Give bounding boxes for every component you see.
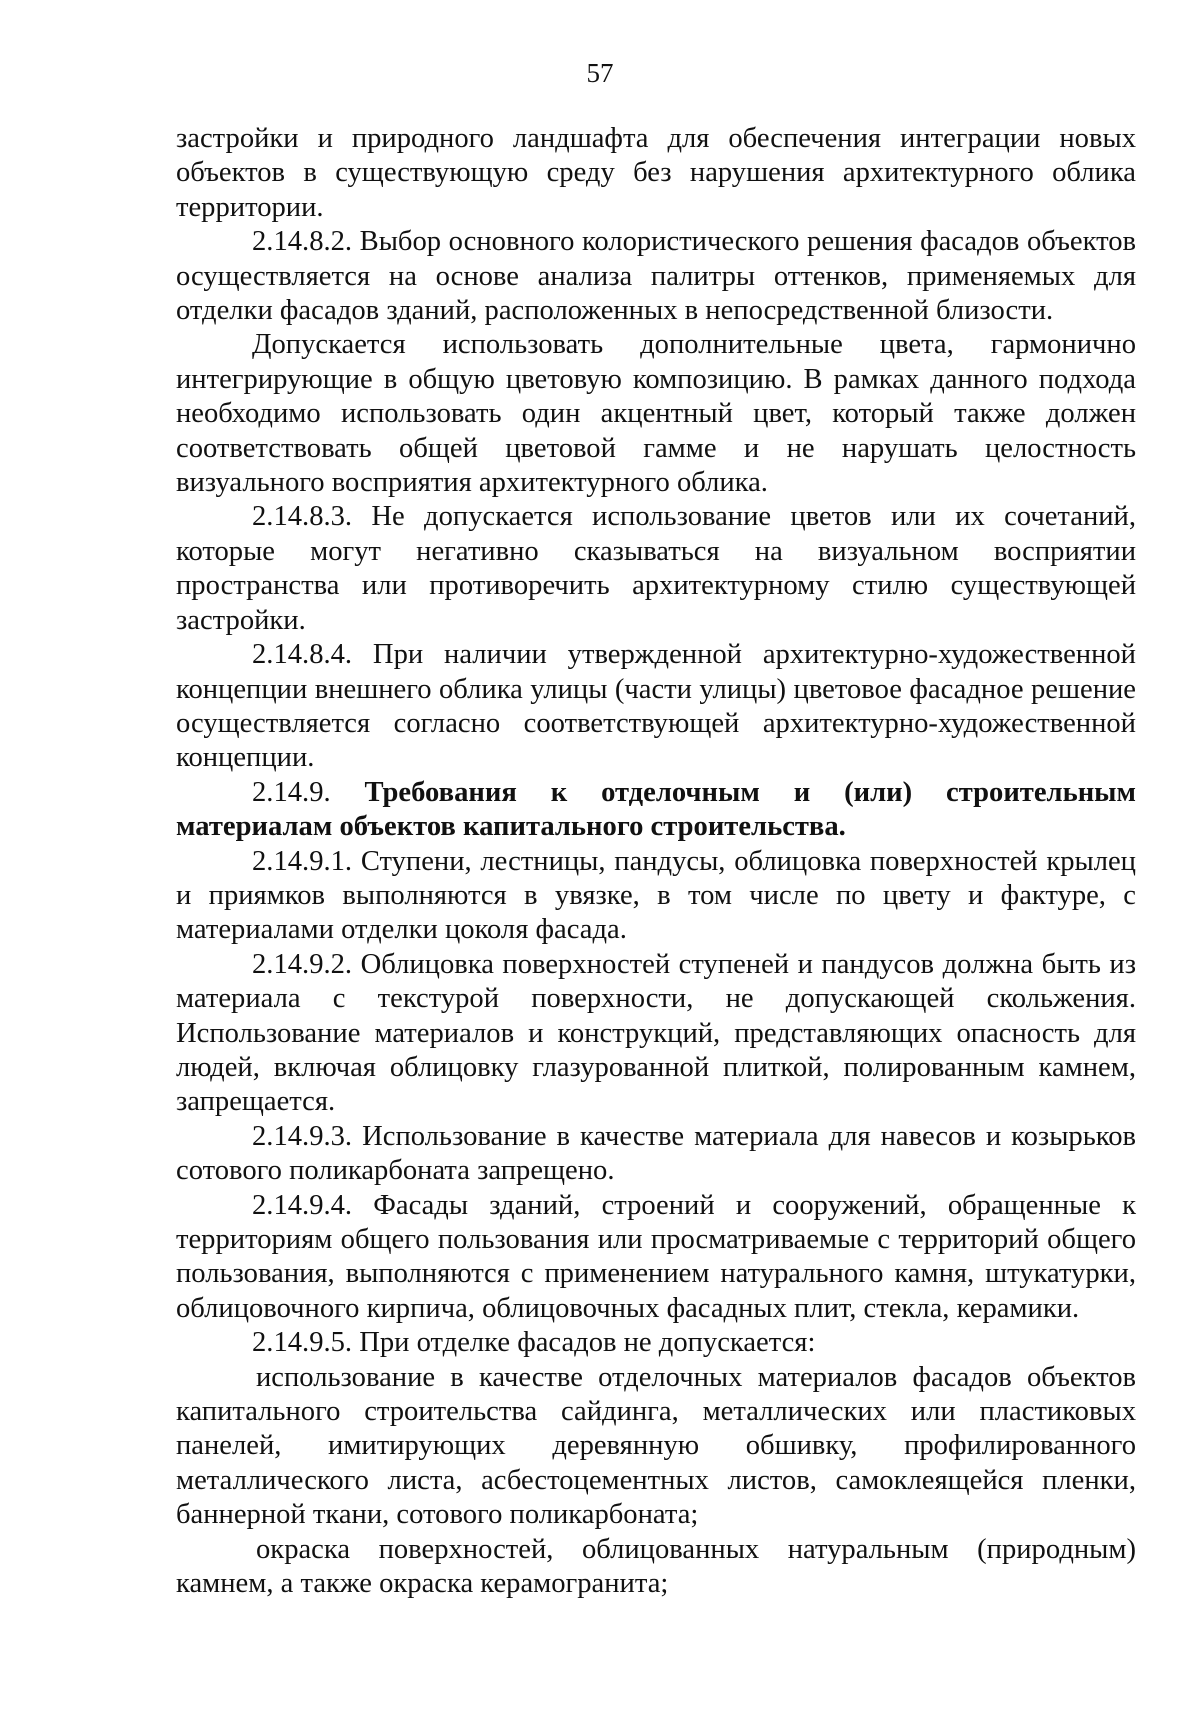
section-number: 2.14.9. xyxy=(252,776,331,808)
paragraph-2-14-9-5: 2.14.9.5. При отделке фасадов не допускается: xyxy=(252,1327,816,1359)
paragraph-2-14-9-4: 2.14.9.4. Фасады зданий, строений и сооружений, обращенные к территориям общего пользования или просматриваемые с территорий общего пользования, выполняются с применением натурального камня, штукатурки, облицовочного кирпича, облицовочных фасадных плит, стекла, керамики. xyxy=(176,1189,1136,1324)
document-body xyxy=(176,122,1136,1601)
paragraph-2-14-9-1: 2.14.9.1. Ступени, лестницы, пандусы, облицовка поверхностей крылец и приямков выполняются в увязке, в том числе по цвету и фактуре, с материалами отделки цоколя фасада. xyxy=(176,845,1136,946)
paragraph-2-14-9-2: 2.14.9.2. Облицовка поверхностей ступеней и пандусов должна быть из материала с текстурой поверхности, не допускающей скольжения. Использование материалов и конструкций, представляющих опасность для людей, включая облицовку глазурованной плиткой, полированным камнем, запрещается. xyxy=(176,948,1136,1118)
list-item-materials: использование в качестве отделочных материалов фасадов объектов капитального строительства сайдинга, металлических или пластиковых панелей, имитирующих деревянную обшивку, профилированного металлического листа, асбестоцементных листов, самоклеящейся пленки, баннерной ткани, сотового поликарбоната; xyxy=(176,1361,1136,1531)
section-heading-2-14-9 xyxy=(176,776,1136,845)
list-item-painting: окраска поверхностей, облицованных натуральным (природным) камнем, а также окраска керамогранита; xyxy=(176,1533,1136,1600)
paragraph-continuation: застройки и природного ландшафта для обеспечения интеграции новых объектов в существующую среду без нарушения архитектурного облика территории. xyxy=(176,123,1136,223)
section-title: Требования к отделочным и (или) строительным материалам объектов капитального строительства. xyxy=(176,776,1136,843)
paragraph-2-14-8-2: 2.14.8.2. Выбор основного колористического решения фасадов объектов осуществляется на основе анализа палитры оттенков, применяемых для отделки фасадов зданий, расположенных в непосредственной близости. xyxy=(176,226,1136,327)
paragraph-additional-colors: Допускается использовать дополнительные цвета, гармонично интегрирующие в общую цветовую композицию. В рамках данного подхода необходимо использовать один акцентный цвет, который также должен соответствовать общей цветовой гамме и не нарушать целостность визуального восприятия архитектурного облика. xyxy=(176,329,1136,499)
paragraph-2-14-8-3: 2.14.8.3. Не допускается использование цветов или их сочетаний, которые могут негативно сказываться на визуальном восприятии пространства или противоречить архитектурному стилю существующей застройки. xyxy=(176,501,1136,636)
paragraph-2-14-8-4: 2.14.8.4. При наличии утвержденной архитектурно-художественной концепции внешнего облика улицы (части улицы) цветовое фасадное решение осуществляется согласно соответствующей архитектурно-художественной концепции. xyxy=(176,639,1136,774)
paragraph-2-14-9-3: 2.14.9.3. Использование в качестве материала для навесов и козырьков сотового поликарбоната запрещено. xyxy=(176,1120,1136,1187)
page-number: 57 xyxy=(586,58,614,88)
